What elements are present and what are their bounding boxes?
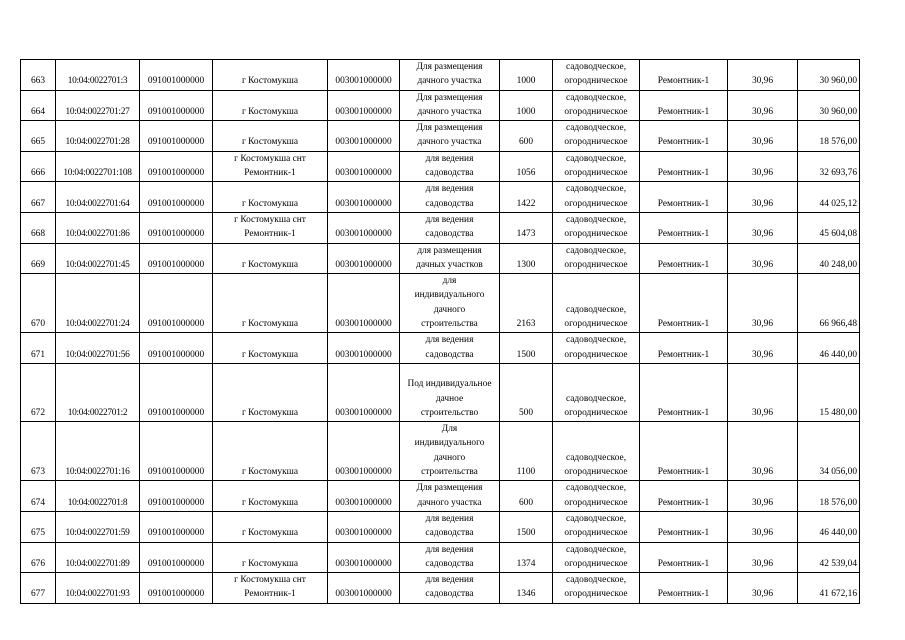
cadastral-value-cell: 15 480,00 [798,363,860,421]
cadastral-number-cell: 10:04:0022701:2 [56,363,140,421]
locality-cell: г Костомукша [213,243,328,274]
cadastral-value-cell: 30 960,00 [798,90,860,121]
okato-code-cell: 003001000000 [328,363,400,421]
area-cell: 600 [500,481,553,512]
land-category-cell: садоводческое, огородническое [553,212,640,243]
partnership-cell: Ремонтник-1 [640,212,728,243]
okato-code-cell: 003001000000 [328,542,400,573]
land-category-cell: садоводческое, огородническое [553,274,640,333]
row-number-cell: 664 [21,90,56,121]
cadastral-number-cell: 10:04:0022701:59 [56,511,140,542]
cadastral-value-cell: 45 604,08 [798,212,860,243]
cadastral-rate-cell: 30,96 [728,60,798,91]
locality-cell: г Костомукша [213,511,328,542]
locality-cell: г Костомукша [213,60,328,91]
cadastral-rate-cell: 30,96 [728,542,798,573]
okato-code-cell: 003001000000 [328,121,400,152]
cadastral-rate-cell: 30,96 [728,212,798,243]
permitted-use-cell: Для размещения дачного участка [400,90,500,121]
land-category-cell: садоводческое, огородническое [553,542,640,573]
permitted-use-cell: для ведения садоводства [400,151,500,182]
area-cell: 2163 [500,274,553,333]
cadastral-rate-cell: 30,96 [728,363,798,421]
locality-cell: г Костомукша [213,182,328,213]
cadastral-rate-cell: 30,96 [728,333,798,364]
oktmo-code-cell: 091001000000 [140,333,213,364]
partnership-cell: Ремонтник-1 [640,363,728,421]
partnership-cell: Ремонтник-1 [640,333,728,364]
oktmo-code-cell: 091001000000 [140,573,213,604]
locality-cell: г Костомукша [213,333,328,364]
oktmo-code-cell: 091001000000 [140,121,213,152]
table-row [21,573,860,604]
area-cell: 1500 [500,511,553,542]
cadastral-number-cell: 10:04:0022701:89 [56,542,140,573]
oktmo-code-cell: 091001000000 [140,90,213,121]
land-category-cell: садоводческое, огородническое [553,511,640,542]
partnership-cell: Ремонтник-1 [640,481,728,512]
cadastral-rate-cell: 30,96 [728,511,798,542]
okato-code-cell: 003001000000 [328,274,400,333]
oktmo-code-cell: 091001000000 [140,363,213,421]
partnership-cell: Ремонтник-1 [640,243,728,274]
area-cell: 600 [500,121,553,152]
table-row [21,422,860,481]
partnership-cell: Ремонтник-1 [640,422,728,481]
okato-code-cell: 003001000000 [328,511,400,542]
permitted-use-cell: для ведения садоводства [400,182,500,213]
table-row [21,363,860,421]
cadastral-number-cell: 10:04:0022701:16 [56,422,140,481]
table-row [21,121,860,152]
row-number-cell: 668 [21,212,56,243]
permitted-use-cell: Для индивидуального дачного строительства [400,422,500,481]
area-cell: 1346 [500,573,553,604]
locality-cell: г Костомукша [213,274,328,333]
cadastral-number-cell: 10:04:0022701:28 [56,121,140,152]
document-sheet [20,59,860,604]
okato-code-cell: 003001000000 [328,90,400,121]
area-cell: 1100 [500,422,553,481]
cadastral-value-cell: 66 966,48 [798,274,860,333]
okato-code-cell: 003001000000 [328,60,400,91]
partnership-cell: Ремонтник-1 [640,511,728,542]
row-number-cell: 672 [21,363,56,421]
land-category-cell: садоводческое, огородническое [553,422,640,481]
cadastral-value-cell: 41 672,16 [798,573,860,604]
locality-cell: г Костомукша [213,481,328,512]
partnership-cell: Ремонтник-1 [640,573,728,604]
oktmo-code-cell: 091001000000 [140,481,213,512]
partnership-cell: Ремонтник-1 [640,90,728,121]
row-number-cell: 674 [21,481,56,512]
oktmo-code-cell: 091001000000 [140,182,213,213]
partnership-cell: Ремонтник-1 [640,60,728,91]
land-category-cell: садоводческое, огородническое [553,363,640,421]
land-category-cell: садоводческое, огородническое [553,90,640,121]
table-row [21,90,860,121]
cadastral-rate-cell: 30,96 [728,121,798,152]
locality-cell: г Костомукша [213,90,328,121]
partnership-cell: Ремонтник-1 [640,121,728,152]
okato-code-cell: 003001000000 [328,212,400,243]
row-number-cell: 669 [21,243,56,274]
cadastral-rate-cell: 30,96 [728,274,798,333]
table-row [21,274,860,333]
okato-code-cell: 003001000000 [328,573,400,604]
oktmo-code-cell: 091001000000 [140,212,213,243]
permitted-use-cell: Под индивидуальное дачное строительство [400,363,500,421]
cadastral-number-cell: 10:04:0022701:45 [56,243,140,274]
table-row [21,182,860,213]
row-number-cell: 673 [21,422,56,481]
cadastral-value-cell: 34 056,00 [798,422,860,481]
oktmo-code-cell: 091001000000 [140,151,213,182]
cadastral-number-cell: 10:04:0022701:86 [56,212,140,243]
oktmo-code-cell: 091001000000 [140,274,213,333]
table-row [21,542,860,573]
locality-cell: г Костомукша [213,121,328,152]
okato-code-cell: 003001000000 [328,151,400,182]
cadastral-value-cell: 42 539,04 [798,542,860,573]
okato-code-cell: 003001000000 [328,422,400,481]
cadastral-value-cell: 46 440,00 [798,511,860,542]
table-row [21,212,860,243]
land-category-cell: садоводческое, огородническое [553,182,640,213]
locality-cell: г Костомукша [213,363,328,421]
okato-code-cell: 003001000000 [328,182,400,213]
land-category-cell: садоводческое, огородническое [553,151,640,182]
area-cell: 1056 [500,151,553,182]
row-number-cell: 675 [21,511,56,542]
okato-code-cell: 003001000000 [328,481,400,512]
row-number-cell: 670 [21,274,56,333]
row-number-cell: 671 [21,333,56,364]
table-row [21,511,860,542]
locality-cell: г Костомукша снт Ремонтник-1 [213,151,328,182]
row-number-cell: 667 [21,182,56,213]
partnership-cell: Ремонтник-1 [640,182,728,213]
table-row [21,481,860,512]
table-row [21,243,860,274]
permitted-use-cell: для ведения садоводства [400,542,500,573]
area-cell: 1374 [500,542,553,573]
permitted-use-cell: Для размещения дачного участка [400,60,500,91]
row-number-cell: 676 [21,542,56,573]
permitted-use-cell: Для размещения дачного участка [400,121,500,152]
cadastral-number-cell: 10:04:0022701:8 [56,481,140,512]
okato-code-cell: 003001000000 [328,243,400,274]
area-cell: 500 [500,363,553,421]
land-category-cell: садоводческое, огородническое [553,121,640,152]
partnership-cell: Ремонтник-1 [640,151,728,182]
cadastral-value-cell: 30 960,00 [798,60,860,91]
land-plots-table [20,59,860,604]
land-category-cell: садоводческое, огородническое [553,573,640,604]
cadastral-rate-cell: 30,96 [728,481,798,512]
area-cell: 1422 [500,182,553,213]
permitted-use-cell: для размещения дачных участков [400,243,500,274]
cadastral-value-cell: 46 440,00 [798,333,860,364]
cadastral-value-cell: 18 576,00 [798,121,860,152]
permitted-use-cell: для индивидуального дачного строительства [400,274,500,333]
oktmo-code-cell: 091001000000 [140,60,213,91]
locality-cell: г Костомукша снт Ремонтник-1 [213,212,328,243]
land-category-cell: садоводческое, огородническое [553,60,640,91]
cadastral-number-cell: 10:04:0022701:3 [56,60,140,91]
permitted-use-cell: для ведения садоводства [400,333,500,364]
cadastral-rate-cell: 30,96 [728,182,798,213]
cadastral-number-cell: 10:04:0022701:64 [56,182,140,213]
cadastral-rate-cell: 30,96 [728,151,798,182]
row-number-cell: 666 [21,151,56,182]
area-cell: 1300 [500,243,553,274]
table-row [21,333,860,364]
table-row [21,151,860,182]
cadastral-value-cell: 32 693,76 [798,151,860,182]
land-category-cell: садоводческое, огородническое [553,333,640,364]
permitted-use-cell: Для размещения дачного участка [400,481,500,512]
row-number-cell: 677 [21,573,56,604]
oktmo-code-cell: 091001000000 [140,511,213,542]
partnership-cell: Ремонтник-1 [640,542,728,573]
cadastral-number-cell: 10:04:0022701:93 [56,573,140,604]
cadastral-value-cell: 18 576,00 [798,481,860,512]
okato-code-cell: 003001000000 [328,333,400,364]
partnership-cell: Ремонтник-1 [640,274,728,333]
oktmo-code-cell: 091001000000 [140,243,213,274]
locality-cell: г Костомукша снт Ремонтник-1 [213,573,328,604]
area-cell: 1500 [500,333,553,364]
row-number-cell: 663 [21,60,56,91]
oktmo-code-cell: 091001000000 [140,422,213,481]
permitted-use-cell: для ведения садоводства [400,573,500,604]
row-number-cell: 665 [21,121,56,152]
cadastral-rate-cell: 30,96 [728,243,798,274]
cadastral-number-cell: 10:04:0022701:27 [56,90,140,121]
locality-cell: г Костомукша [213,422,328,481]
permitted-use-cell: для ведения садоводства [400,511,500,542]
area-cell: 1473 [500,212,553,243]
cadastral-value-cell: 40 248,00 [798,243,860,274]
permitted-use-cell: для ведения садоводства [400,212,500,243]
land-category-cell: садоводческое, огородническое [553,243,640,274]
cadastral-number-cell: 10:04:0022701:24 [56,274,140,333]
cadastral-rate-cell: 30,96 [728,573,798,604]
area-cell: 1000 [500,90,553,121]
table-body [21,60,860,604]
land-category-cell: садоводческое, огородническое [553,481,640,512]
cadastral-rate-cell: 30,96 [728,422,798,481]
area-cell: 1000 [500,60,553,91]
cadastral-value-cell: 44 025,12 [798,182,860,213]
cadastral-number-cell: 10:04:0022701:56 [56,333,140,364]
oktmo-code-cell: 091001000000 [140,542,213,573]
cadastral-rate-cell: 30,96 [728,90,798,121]
cadastral-number-cell: 10:04:0022701:108 [56,151,140,182]
locality-cell: г Костомукша [213,542,328,573]
table-row [21,60,860,91]
